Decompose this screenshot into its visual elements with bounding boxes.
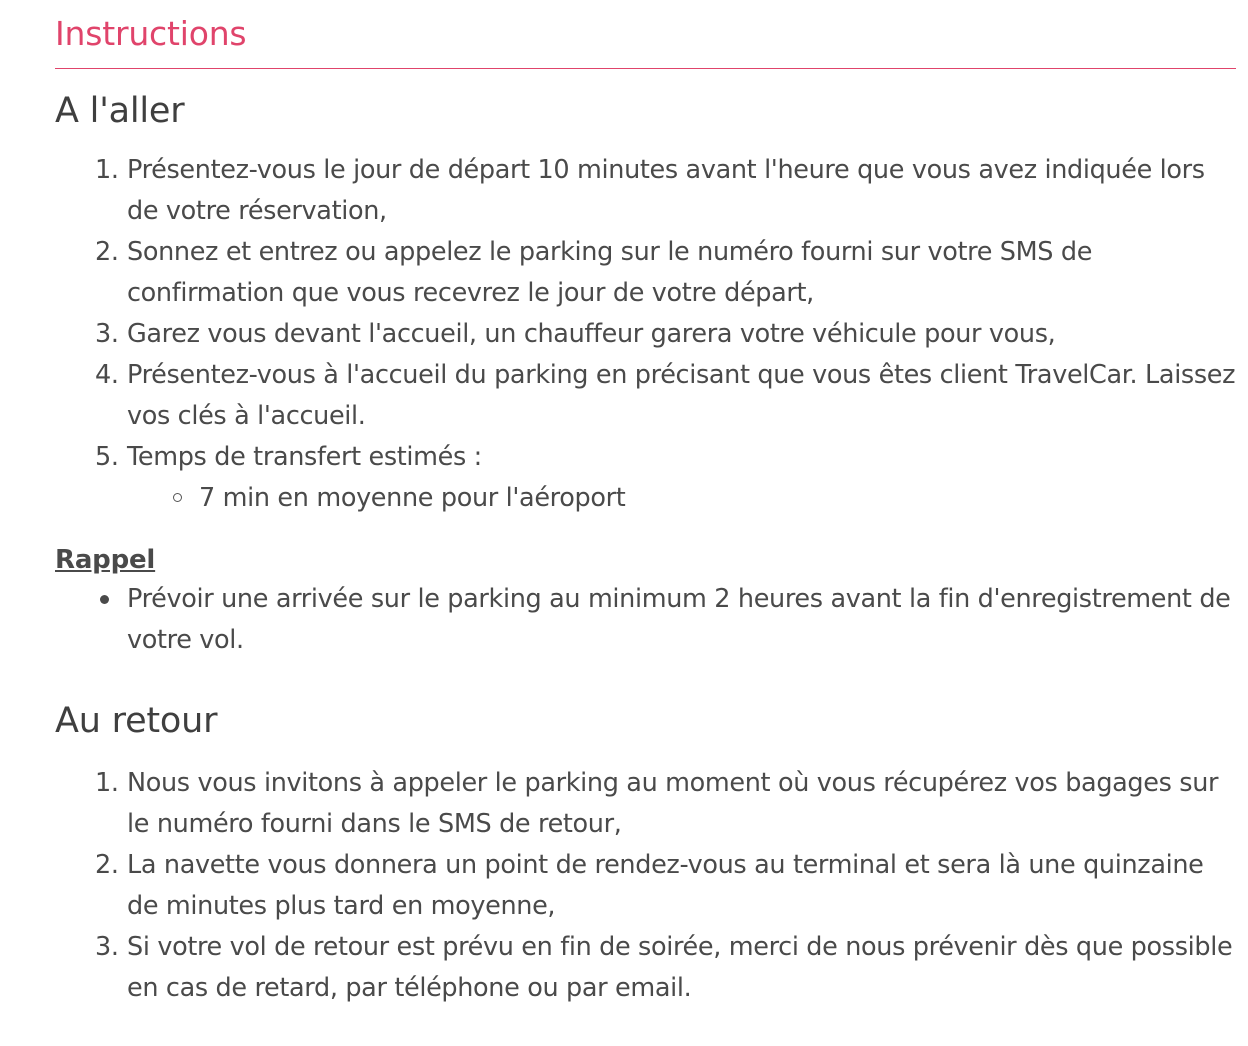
- bullet-icon: [100, 595, 109, 604]
- aller-heading: A l'aller: [55, 91, 185, 131]
- list-item: [55, 579, 1236, 661]
- list-item: [55, 437, 1236, 519]
- step-text: Garez vous devant l'accueil, un chauffeur garera votre véhicule pour vous,: [127, 319, 1056, 349]
- step-number: 2.: [95, 237, 119, 267]
- list-item: [55, 763, 1236, 845]
- step-text: La navette vous donnera un point de rendez-vous au terminal et sera là une quinzaine de minutes plus tard en moyenne,: [127, 850, 1204, 921]
- retour-steps-list: [55, 763, 1236, 1009]
- rappel-text: Prévoir une arrivée sur le parking au minimum 2 heures avant la fin d'enregistrement de votre vol.: [127, 584, 1231, 655]
- list-item: [55, 845, 1236, 927]
- transfer-times-list: [127, 478, 1236, 519]
- rappel-list: [55, 579, 1236, 661]
- circle-bullet-icon: [173, 493, 182, 502]
- title-divider: [55, 68, 1236, 69]
- step-number: 3.: [95, 932, 119, 962]
- step-text: Nous vous invitons à appeler le parking au moment où vous récupérez vos bagages sur le numéro fourni dans le SMS de retour,: [127, 768, 1219, 839]
- transfer-time-text: 7 min en moyenne pour l'aéroport: [199, 483, 626, 513]
- step-text: Sonnez et entrez ou appelez le parking sur le numéro fourni sur votre SMS de confirmation que vous recevrez le jour de votre départ,: [127, 237, 1093, 308]
- step-number: 4.: [95, 360, 119, 390]
- list-item: [55, 927, 1236, 1009]
- step-number: 3.: [95, 319, 119, 349]
- step-text: Présentez-vous à l'accueil du parking en précisant que vous êtes client TravelCar. Laissez vos clés à l'accueil.: [127, 360, 1236, 431]
- list-item: [55, 314, 1236, 355]
- step-text: Si votre vol de retour est prévu en fin de soirée, merci de nous prévenir dès que possible en cas de retard, par téléphone ou par email.: [127, 932, 1233, 1003]
- step-text: Présentez-vous le jour de départ 10 minutes avant l'heure que vous avez indiquée lors de votre réservation,: [127, 155, 1205, 226]
- list-item: [127, 478, 1236, 519]
- list-item: [55, 355, 1236, 437]
- rappel-label: Rappel: [55, 545, 156, 575]
- section-title: Instructions: [55, 14, 247, 53]
- list-item: [55, 150, 1236, 232]
- step-text: Temps de transfert estimés :: [127, 442, 482, 472]
- step-number: 5.: [95, 442, 119, 472]
- step-number: 2.: [95, 850, 119, 880]
- step-number: 1.: [95, 155, 119, 185]
- step-number: 1.: [95, 768, 119, 798]
- retour-heading: Au retour: [55, 701, 218, 741]
- list-item: [55, 232, 1236, 314]
- aller-steps-list: [55, 150, 1236, 519]
